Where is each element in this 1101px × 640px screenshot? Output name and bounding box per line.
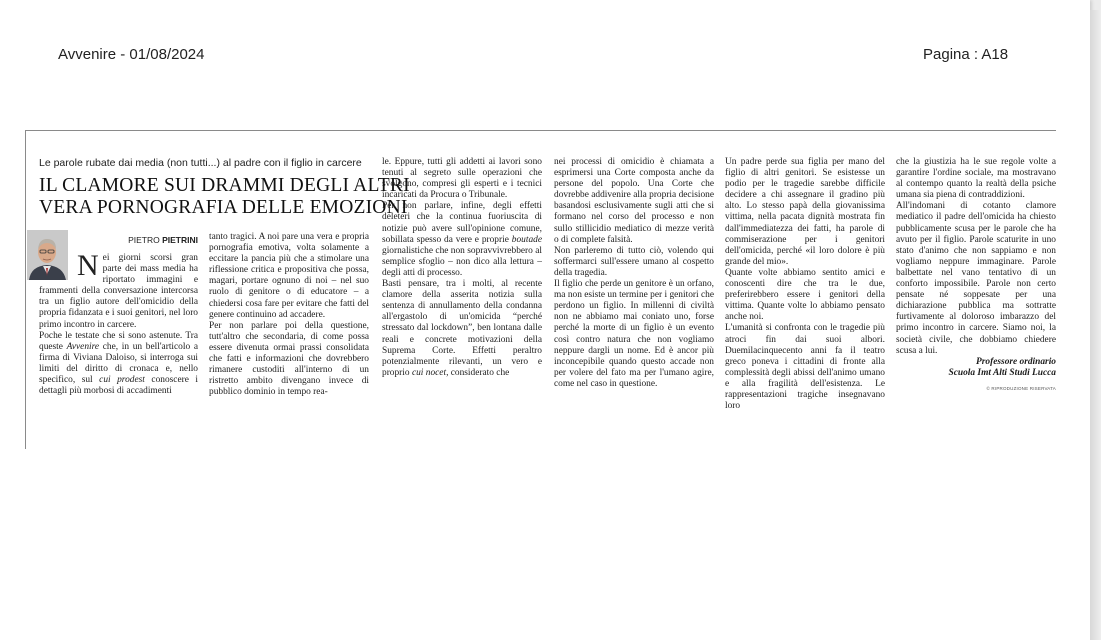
author-last-name: PIETRINI bbox=[162, 235, 198, 245]
page-number-header: Pagina : A18 bbox=[923, 46, 1009, 63]
article-column-2 bbox=[209, 232, 369, 398]
text-span: , considerato che bbox=[446, 367, 510, 378]
title-line-2: VERA PORNOGRAFIA DELLE EMOZIONI bbox=[39, 197, 408, 218]
column-5-paragraph-3: L'umanità si confronta con le tragedie più atroci fin dai suoi albori. Duemilacinquecento anni fa il teatro greco poneva i cittadini di fronte alla complessità degli abissi dell'animo umano e alla fragilità dell'esistenza. Le rappresentazioni tragiche insegnavano loro bbox=[725, 323, 885, 412]
column-5-paragraph-1: Un padre perde sua figlia per mano del figlio di altri genitori. Se esistesse un podio per le tragedie sarebbe difficile decidere a chi assegnare il gradino più alto. Lo stesso papà della giovanissima vittima, nella pacata dignità mostrata fin dall'immediatezza dei fatti, ha parole di commiserazione per i genitori dell'omicida, perché «il loro dolore è più grande del mio». bbox=[725, 157, 885, 267]
column-1-paragraph-2 bbox=[39, 331, 198, 398]
column-5-paragraph-2: Quante volte abbiamo sentito amici e conoscenti dire che tra le due, preferirebbero essere i genitori della vittima. Quante volte lo abbiamo pensato anche noi. bbox=[725, 267, 885, 323]
text-span: Basti pensare, tra i molti, al recente clamore della asserita notizia sulla sentenza di annullamento della condanna all'ergastolo di un'omicida “perché stressato dal lockdown”, ben lontana dalle reali e concrete motivazioni della Suprema Corte. Effetti peraltro potenzialmente rilevanti, un vero e proprio bbox=[382, 279, 542, 378]
author-byline bbox=[126, 235, 198, 245]
text-span: Per non parlare, infine, degli effetti deleteri che la continua fuoriuscita di notizie può avere sull'opinione comune, sobillata spesso da vere e proprie bbox=[382, 201, 542, 245]
article-column-3 bbox=[382, 157, 542, 379]
text-span: che, in un bell'articolo a firma di Viviana Daloiso, si interroga sui limiti del diritto di cronaca e, nello specifico, sul bbox=[39, 341, 198, 386]
text-span: Poche le testate che si sono astenute. Tra queste bbox=[39, 330, 198, 352]
article-clipping bbox=[25, 130, 1056, 449]
column-3-paragraph-1: le. Eppure, tutti gli addetti ai lavori sono tenuti al segreto sulle operazioni che svolgono, compresi gli esperti e i tecnici incaricati da Procura o Tribunale. bbox=[382, 157, 542, 201]
column-6-paragraph-1: che la giustizia ha le sue regole volte a garantire l'ordine sociale, ma mostravano al contempo quanto la realtà della psiche umana sia piena di contraddizioni. bbox=[896, 157, 1056, 201]
italic-text: cui nocet bbox=[411, 367, 447, 378]
column-3-paragraph-2 bbox=[382, 201, 542, 279]
title-line-1: IL CLAMORE SUI DRAMMI DEGLI ALTRI bbox=[39, 175, 410, 196]
column-4-paragraph-1: nei processi di omicidio è chiamata a esprimersi una Corte composta anche da persone del popolo. Una Corte che dovrebbe addivenire alla propria decisione basandosi esclusivamente sugli atti che si formano nel corso del processo e non sullo stillicidio mediatico di mezze verità o di complete falsità. bbox=[554, 157, 714, 245]
page-edge-shadow bbox=[1090, 10, 1101, 640]
text-span: giornalistiche che non sopravvivrebbero al semplice sfoglio – non dico alla lettura – degli atti di processo. bbox=[382, 245, 542, 278]
column-2-paragraph-2: Per non parlare poi della questione, tutt'altro che secondaria, di come possa essere divenuta ormai prassi consolidata che fatti e informazioni che dovrebbero rimanere custoditi all'interno di un ristretto ambito divengano invece di pubblico dominio in tempo rea- bbox=[209, 320, 369, 398]
column-1-paragraph-1 bbox=[39, 249, 198, 331]
italic-text: Avvenire bbox=[66, 341, 100, 352]
italic-text: cui prodest bbox=[99, 375, 145, 386]
italic-text: boutade bbox=[511, 234, 542, 245]
article-column-5 bbox=[725, 157, 885, 412]
author-affiliation: Scuola Imt Alti Studi Lucca bbox=[948, 367, 1056, 378]
column-1-lead-text: ei giorni scorsi gran parte dei mass media ha riportato immagini e frammenti della conversazione intercorsa tra un figlio autore dell'omicidio della propria fidanzata e i suoi genitori, nel loro primo incontro in carcere. bbox=[39, 253, 198, 330]
author-first-name: PIETRO bbox=[128, 235, 160, 245]
column-4-paragraph-2: Non parleremo di tutto ciò, volendo qui soffermarci sull'essere umano al cospetto della tragedia. bbox=[554, 245, 714, 278]
author-title: Professore ordinario bbox=[976, 356, 1056, 367]
copyright-notice: © RIPRODUZIONE RISERVATA bbox=[986, 385, 1056, 391]
column-2-paragraph-1: tanto tragici. A noi pare una vera e propria pornografia emotiva, volta solamente a eccitare la pancia più che a stimolare una riflessione critica e propositiva che possa, magari, portare ognuno di noi – nel suo ruolo di genitore o di educatore – a chiedersi cosa fare per evitare che fatti del genere continuino ad accadere. bbox=[209, 232, 369, 320]
publication-date-header: Avvenire - 01/08/2024 bbox=[58, 46, 205, 63]
article-kicker: Le parole rubate dai media (non tutti...) al padre con il figlio in carcere bbox=[39, 157, 362, 169]
text-span: conoscere i dettagli più morbosi di accadimenti bbox=[39, 375, 199, 397]
column-4-paragraph-3: Il figlio che perde un genitore è un orfano, ma non esiste un termine per i genitori che perdono un figlio. In millenni di civiltà non ne abbiamo mai coniato uno, forse perché la morte di un figlio è un evento così contro natura che non vogliamo neppure dargli un nome. Ed è ancor più inconcepibile quando questo accade non per volere del fato ma per l'umano agire, come nel caso in questione. bbox=[554, 279, 714, 389]
article-column-6 bbox=[896, 157, 1056, 394]
drop-cap: N bbox=[77, 249, 99, 282]
column-3-paragraph-3 bbox=[382, 279, 542, 379]
article-column-4 bbox=[554, 157, 714, 390]
article-title bbox=[39, 175, 410, 219]
article-column-1 bbox=[39, 249, 199, 397]
column-6-paragraph-2: All'indomani di cotanto clamore mediatico il padre dell'omicida ha chiesto pubblicamente scusa per le parole che ha avuto per il figlio. Parole scaturite in uno stato d'animo che non sappiamo e non vogliamo neppure immaginare. Parole balbettate nel vano tentativo di un conforto impossibile. Parole non certo pensate né soppesate per una dichiarazione pubblica ma sottratte furtivamente al doloroso imbarazzo del primo incontro in carcere. Siamo noi, la società civile, che dobbiamo chiedere scusa a lui. bbox=[896, 201, 1056, 356]
